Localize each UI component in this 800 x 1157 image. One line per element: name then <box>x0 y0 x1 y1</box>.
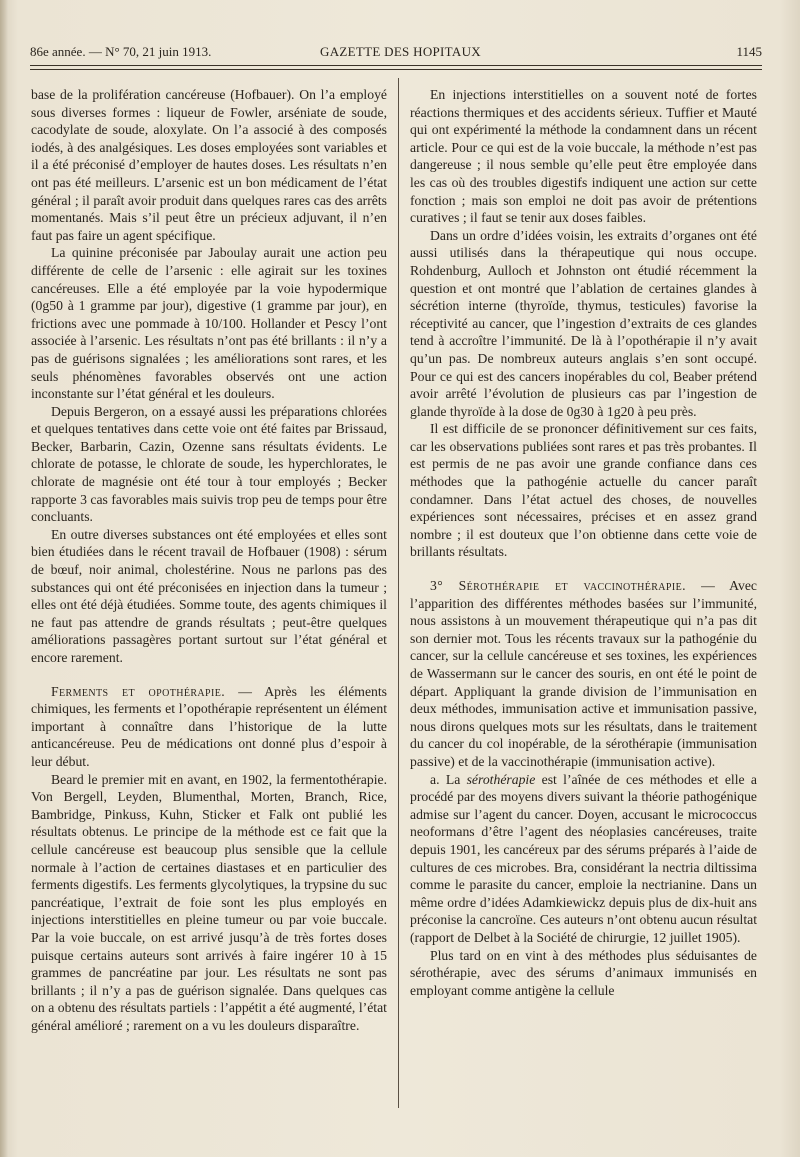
header-rule-bottom <box>30 69 762 70</box>
journal-title: GAZETTE DES HOPITAUX <box>320 44 481 59</box>
header-rule-top <box>30 65 762 66</box>
paragraph: Dans un ordre d’idées voisin, les extraits d’organes ont été aussi utilisés dans la thérapeutique qui nous occupe. Rohdenburg, Aulloch et Johnston ont étudié récemment la question et ont montré que l’ablation de certaines glandes à sécrétion interne (thyroïde, thymus, testicules) favorise la réceptivité au cancer, que l’ingestion d’extraits de ces glandes tend à accroître l’immunité. De là à l’opothérapie il n’y avait qu’un pas. De nombreux auteurs anglais s’en sont occupé. Pour ce qui est des cancers inopérables du col, Beaber prétend avoir arrêté l’évolution de plusieurs cas par l’ingestion de glande thyroïde à la dose de 0g30 à 1g20 à peu près. <box>410 227 757 419</box>
paragraph: Il est difficile de se prononcer définitivement sur ces faits, car les observations publiées sont rares et pas très probantes. Il est permis de ne pas avoir une grande confiance dans ces méthodes que la pathogénie actuelle du cancer paraît condamner. Dans l’état actuel des choses, de nouvelles expériences sont nécessaires, précises et en assez grand nombre ; il est douteux que l’on obtienne dans cette voie de brillants résultats. <box>410 421 757 560</box>
section-heading: 3° Sérothérapie et vaccinothérapie. <box>430 578 686 594</box>
paragraph <box>410 771 757 947</box>
column-divider <box>398 78 399 1108</box>
section-paragraph <box>31 683 387 771</box>
page-number: 1145 <box>736 44 762 59</box>
paragraph: La quinine préconisée par Jaboulay aurait une action peu différente de celle de l’arsenic : elle agirait sur les toxines cancéreuses. Elle a été employée par la voie hypodermique (0g50 à 1 gramme par jour), digestive (1 gramme par jour), en frictions avec une pommade à 10/100. Hollander et Pescy l’ont associée à l’arsenic. Les résultats n’ont pas été brillants : il n’y a pas de guérisons signalées ; les améliorations sont rares, et les seuls phénomènes favorables observés ont une action inconstante sur l’état général et les douleurs. <box>31 245 387 402</box>
paragraph: Plus tard on en vint à des méthodes plus séduisantes de sérothérapie, avec des sérums d’animaux immunisés en employant comme antigène la cellule <box>410 947 757 998</box>
section-paragraph <box>410 577 757 771</box>
paragraph-text: est l’aînée de ces méthodes et elle a procédé par des moyens divers suivant la théorie pathogénique admise sur l’agent du cancer. Doyen, accusant le micrococcus neoformans d’être l’agent des néoplasies cancéreuses, traite depuis 1901, les cancéreux par des sérums préparés à l’aide de cultures de ces microbes. Bra, considérant la nectria diltissima comme le parasite du cancer, emploie la nectrianine. Dans un même ordre d’idées Adamkiewickz depuis plus de dix-huit ans préconise la cancroïne. Ces auteurs n’ont obtenu aucun résultat (rapport de Delbet à la Société de chirurgie, 12 juillet 1905). <box>410 771 757 945</box>
section-text: — Avec l’apparition des différentes méthodes basées sur l’immunité, nous assistons à un mouvement thérapeutique qui n’a pas dit son dernier mot. Tous les récents travaux sur la pathogénie du cancer, sur la cellule cancéreuse et ses toxines, les expériences de Wassermann sur le cancer des souris, en ont été le point de départ. Appliquant la grande division de l’immunisation en deux méthodes, immunisation active et immunisation passive, nous dirons quelques mots sur les résultats, dans le traitement du cancer du col inopérable, de la sérothérapie (immunisation passive) et de la vaccinothérapie (immunisation active). <box>410 578 757 769</box>
left-column <box>31 86 387 1034</box>
paragraph: Beard le premier mit en avant, en 1902, la fermentothérapie. Von Bergell, Leyden, Blumenthal, Morten, Branch, Rice, Bambridge, Pinkuss, Kuhn, Sticker et Falk ont publié les résultats obtenus. Le principe de la méthode est ce fait que la cellule cancéreuse est beaucoup plus sensible que la cellule normale à l’action de certaines diastases et en particulier des ferments digestifs. Les ferments glycolytiques, la trypsine du suc pancréatique, l’extrait de foie sont les plus employés en injections interstitielles en pleine tumeur ou par voie buccale. Par la voie buccale, on est arrivé jusqu’à de très fortes doses puisque certains auteurs sont arrivés à faire ingérer 10 à 15 grammes de pancréatine par jour. Les résultats ne sont pas brillants ; il n’y a pas de guérison signalée. Dans quelques cas on a obtenu des résultats partiels : l’appétit a été augmenté, l’état général amélioré ; rarement on a vu les douleurs disparaître. <box>31 771 387 1033</box>
paragraph: Depuis Bergeron, on a essayé aussi les préparations chlorées et quelques tentatives dans cette voie ont été faites par Brissaud, Becker, Barbarin, Cazin, Ozenne sans résultats évidents. Le chlorate de potasse, le chlorate de soude, les hyperchlorates, le chlorate de magnésie ont été tour à tour employés ; Becker rapporte 3 cas favorables mais suivis trop peu de temps pour être concluants. <box>31 403 387 525</box>
issue-info: 86e année. — N° 70, 21 juin 1913. <box>30 44 212 59</box>
page-header <box>30 44 762 66</box>
italic-term: sérothérapie <box>466 771 536 787</box>
section-text: — Après les éléments chimiques, les ferments et l’opothérapie représentent un élément important à connaître dans l’historique de la lutte anticancéreuse. Peu de médications ont donné plus d’espoir à leur début. <box>31 683 387 769</box>
section-heading: Ferments et opothérapie. <box>51 683 226 699</box>
paragraph: En outre diverses substances ont été employées et elles sont bien étudiées dans le récent travail de Hofbauer (1908) : sérum de bœuf, noir animal, cholestérine. Nous ne parlons pas des substances qui ont été préconisées en injection dans la tumeur ; elles ont été déjà étudiées. Somme toute, des agents chimiques il ne faut pas attendre de grands résultats ; peut-être quelques améliorations passagères portant surtout sur l’état général et encore rarement. <box>31 526 387 665</box>
page-binding-shadow <box>0 0 8 1157</box>
paragraph-prefix: a. La <box>430 771 467 787</box>
paragraph: En injections interstitielles on a souvent noté de fortes réactions thermiques et des accidents sérieux. Tuffier et Mauté qui ont expérimenté la méthode la condamnent dans un récent article. Pour ce qui est de la voie buccale, la méthode n’est pas dangereuse ; il nous semble qu’elle peut être employée dans les cas où des troubles digestifs indiquent une action sur cette fonction ; mais son emploi ne doit pas avoir de prétentions curatives ; il faut se tenir aux doses faibles. <box>410 87 757 226</box>
paragraph: base de la prolifération cancéreuse (Hofbauer). On l’a employé sous diverses formes : liqueur de Fowler, arséniate de soude, cacodylate de soude, aloxylate. On l’a associé à des composés iodés, à des analgésiques. Les doses employées sont variables et il a été préconisé d’employer de hautes doses. Les résultats n’en ont pas été meilleurs. L’arsenic est un bon médicament de l’état général ; il paraît avoir produit dans quelques rares cas des arrêts momentanés. Mais s’il peut être un précieux adjuvant, il n’en faut pas faire un agent spécifique. <box>31 87 387 243</box>
right-column <box>410 86 757 999</box>
